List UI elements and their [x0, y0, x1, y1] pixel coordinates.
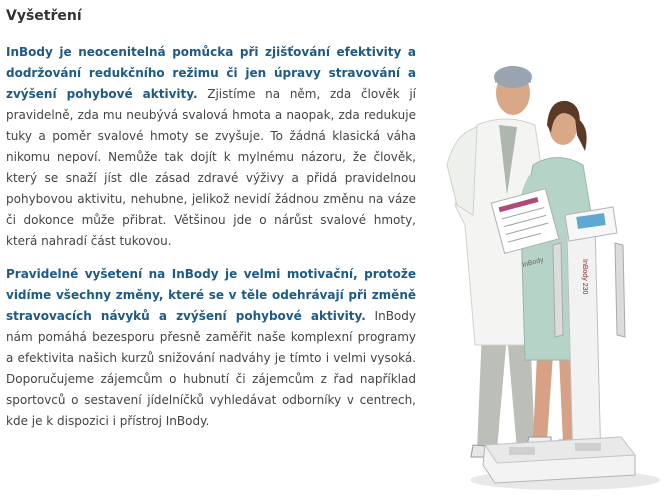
paragraph-2-body: InBody nám pomáhá bezesporu přesně zaměřit naše komplexní programy a efektivita našich kurzů snižování nadváhy je tímto i velmi vysoká. Doporučujeme zájemcům o hubnutí či zájemcům z řad například sportovců o sestavení jídelníčků vyhledávat odborníky v centrech, kde je k dispozici i přístroj InBody.	[6, 309, 416, 428]
paragraph-1-body: Zjistíme na něm, zda člověk jí pravidelně, zda mu neubývá svalová hmota a naopak, zda redukuje tuky a poměr svalové hmoty se zvyšuje. To žádná klasická váha nikomu nepoví. Nemůže tak dojít k mylnému názoru, že člověk, který se snaží jíst dle zásad zdravé výživy a přidá pravidelnou pohybovou aktivitu, nehubne, jelikož nevidí žádnou změnu na váze či dokonce může přibrat. Většinou jde o nárůst svalové hmoty, která nahradí část tukovou.	[6, 87, 417, 248]
article-body	[6, 42, 416, 444]
paragraph-1-lead: InBody je neocenitelná pomůcka při zjišťování efektivity a dodržování redukčního režimu či jen úpravy stravování a zvýšení pohybové aktivity.	[6, 45, 416, 101]
paragraph-2	[6, 264, 416, 432]
paragraph-1	[6, 42, 416, 252]
doctors-with-inbody-illustration	[425, 55, 665, 495]
paragraph-2-lead: Pravidelné vyšetení na InBody je velmi motivační, protože vidíme všechny změny, které se v těle odehrávají při změně stravovacích návyků a zvýšení pohybové aktivity.	[6, 267, 416, 323]
clipboard-label: InBody	[521, 256, 545, 270]
page-title: Vyšetření	[6, 8, 82, 24]
inbody-photo	[425, 55, 665, 495]
device-label: InBody 230	[581, 259, 588, 295]
